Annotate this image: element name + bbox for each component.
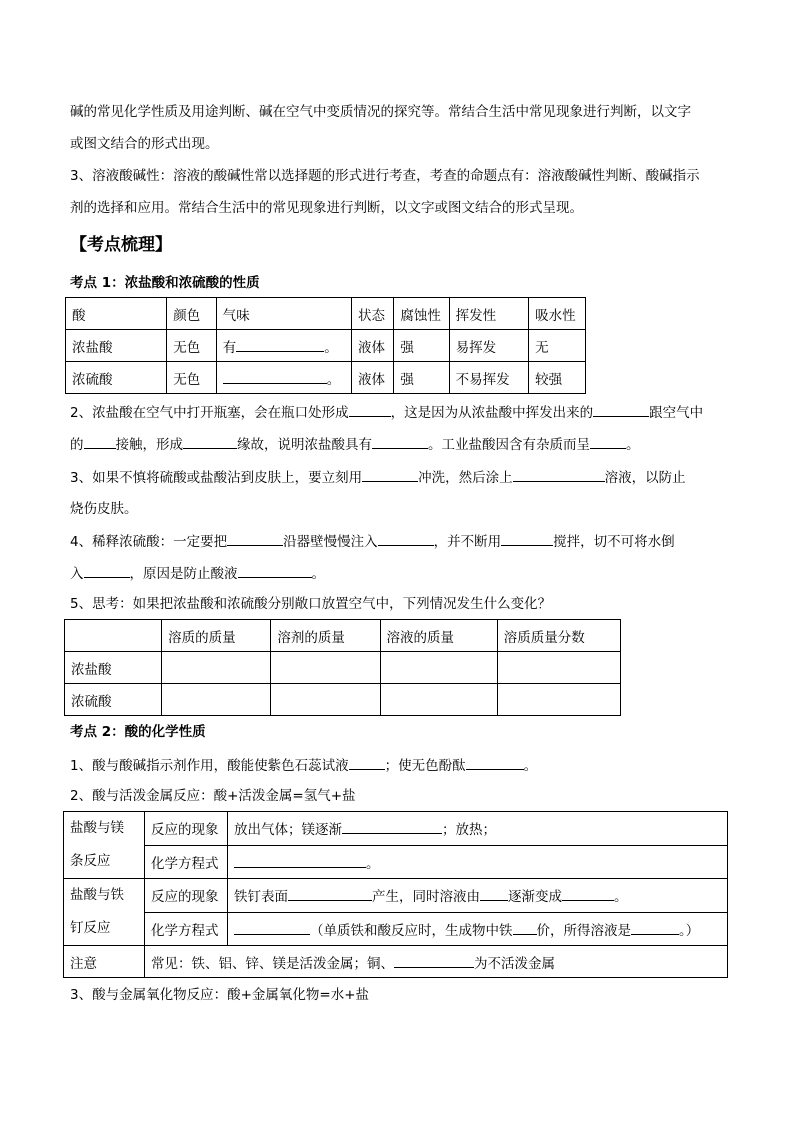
answer-cell[interactable] bbox=[497, 684, 620, 716]
fill-blank[interactable] bbox=[223, 369, 327, 384]
fill-blank[interactable] bbox=[590, 434, 626, 449]
table-row bbox=[64, 812, 728, 846]
answer-cell[interactable] bbox=[271, 652, 380, 684]
fe-label-a: 盐酸与铁 bbox=[70, 887, 124, 903]
acid-corrosive: 强 bbox=[394, 362, 449, 394]
q2-text-d: 的 bbox=[70, 437, 84, 453]
smell-suffix: 。 bbox=[324, 339, 338, 356]
table-row bbox=[64, 845, 728, 879]
q4-text-a: 4、稀释浓硫酸：一定要把 bbox=[70, 534, 228, 550]
acid-volatile: 易挥发 bbox=[449, 330, 529, 362]
q4-line-2 bbox=[70, 563, 325, 584]
mg-label-b: 条反应 bbox=[70, 853, 111, 869]
answer-cell[interactable] bbox=[162, 684, 271, 716]
answer-cell[interactable] bbox=[162, 652, 271, 684]
header-solvent-mass: 溶剂的质量 bbox=[271, 620, 380, 652]
q2-text-a: 2、浓盐酸在空气中打开瓶塞，会在瓶口处形成 bbox=[70, 405, 349, 421]
fill-blank[interactable] bbox=[349, 402, 391, 417]
fill-blank[interactable] bbox=[513, 467, 605, 482]
fill-blank[interactable] bbox=[84, 434, 116, 449]
point1-title: 考点 1：浓盐酸和浓硫酸的性质 bbox=[70, 275, 260, 291]
q4-text-b: 沿器壁慢慢注入 bbox=[283, 534, 378, 550]
note-text-a: 常见：铁、铝、锌、镁是活泼金属；铜、 bbox=[151, 955, 394, 972]
answer-cell[interactable] bbox=[380, 684, 497, 716]
fill-blank[interactable] bbox=[593, 402, 649, 417]
acid-smell bbox=[216, 330, 351, 362]
fill-blank[interactable] bbox=[466, 755, 524, 770]
fill-blank[interactable] bbox=[394, 953, 474, 968]
acid-absorb: 较强 bbox=[529, 362, 586, 394]
smell-suffix: 。 bbox=[326, 371, 341, 388]
mg-eq-b: 。 bbox=[366, 855, 380, 872]
p2-q1 bbox=[70, 755, 537, 776]
q2-text-h: 。 bbox=[626, 437, 640, 453]
header-corrosive: 腐蚀性 bbox=[394, 298, 449, 330]
point2-title: 考点 2：酸的化学性质 bbox=[70, 724, 206, 740]
fill-blank[interactable] bbox=[501, 531, 553, 546]
header-color: 颜色 bbox=[167, 298, 217, 330]
volatility-table bbox=[64, 619, 621, 716]
header-solution-mass: 溶液的质量 bbox=[380, 620, 497, 652]
table-row bbox=[64, 946, 728, 978]
fill-blank[interactable] bbox=[631, 920, 679, 935]
fill-blank[interactable] bbox=[480, 886, 508, 901]
p2-q1-text-b: ；使无色酚酞 bbox=[384, 758, 466, 774]
acid-state: 液体 bbox=[352, 362, 394, 394]
table-row bbox=[66, 362, 586, 394]
fe-label-b: 钉反应 bbox=[70, 920, 111, 936]
mg-phen-b: ；放热； bbox=[442, 822, 496, 839]
acid-color: 无色 bbox=[167, 362, 217, 394]
fe-label bbox=[64, 879, 145, 946]
equation-label: 化学方程式 bbox=[145, 912, 228, 946]
q5-text: 5、思考：如果把浓盐酸和浓硫酸分别敞口放置空气中，下列情况发生什么变化？ bbox=[70, 596, 552, 612]
table-row bbox=[65, 684, 621, 716]
fe-phen-b: 产生，同时溶液由 bbox=[372, 889, 480, 906]
table-row bbox=[66, 330, 586, 362]
mg-phen-a: 放出气体；镁逐渐 bbox=[234, 822, 342, 839]
fill-blank[interactable] bbox=[288, 886, 372, 901]
q3-line-1 bbox=[70, 467, 686, 488]
q4-text-g: 。 bbox=[311, 566, 325, 582]
q2-line-2 bbox=[70, 434, 640, 455]
q4-text-d: 搅拌，切不可将水倒 bbox=[553, 534, 675, 550]
fill-blank[interactable] bbox=[183, 434, 237, 449]
q3-text-c: 溶液，以防止 bbox=[604, 470, 686, 486]
fe-phenomenon bbox=[228, 879, 728, 913]
section-heading: 【考点梳理】 bbox=[70, 235, 172, 255]
header-absorb: 吸水性 bbox=[529, 298, 586, 330]
fe-eq-b: （单质铁和酸反应时，生成物中铁 bbox=[310, 922, 513, 939]
p2-q1-text-a: 1、酸与酸碱指示剂作用，酸能使紫色石蕊试液 bbox=[70, 758, 349, 774]
header-smell: 气味 bbox=[216, 298, 351, 330]
note-label: 注意 bbox=[64, 946, 145, 978]
acid-name: 浓硫酸 bbox=[66, 362, 167, 394]
intro-line-1: 碱的常见化学性质及用途判断、碱在空气中变质情况的探究等。常结合生活中常见现象进行判断，以文字 bbox=[70, 104, 691, 120]
row-label: 浓盐酸 bbox=[65, 652, 162, 684]
header-state: 状态 bbox=[352, 298, 394, 330]
q4-line-1 bbox=[70, 531, 675, 552]
table-header-row bbox=[66, 298, 586, 330]
q4-text-f: ，原因是防止酸液 bbox=[129, 566, 238, 582]
mg-equation bbox=[228, 845, 728, 879]
header-acid: 酸 bbox=[66, 298, 167, 330]
p2-q2: 2、酸与活泼金属反应：酸+活泼金属=氢气+盐 bbox=[70, 788, 356, 804]
header-mass-fraction: 溶质质量分数 bbox=[497, 620, 620, 652]
table-header-row bbox=[65, 620, 621, 652]
fill-blank[interactable] bbox=[227, 531, 283, 546]
fe-phen-a: 铁钉表面 bbox=[234, 889, 288, 906]
fill-blank[interactable] bbox=[238, 563, 312, 578]
table-row bbox=[65, 652, 621, 684]
fe-phen-d: 。 bbox=[614, 889, 628, 906]
acid-smell bbox=[216, 362, 351, 394]
table-row bbox=[64, 879, 728, 913]
q2-text-f: 缘故，说明浓盐酸具有 bbox=[237, 437, 372, 453]
answer-cell[interactable] bbox=[497, 652, 620, 684]
answer-cell[interactable] bbox=[380, 652, 497, 684]
fill-blank[interactable] bbox=[378, 531, 434, 546]
answer-cell[interactable] bbox=[271, 684, 380, 716]
q2-text-c: 跟空气中 bbox=[649, 405, 704, 421]
p2-q3: 3、酸与金属氧化物反应：酸+金属氧化物=水+盐 bbox=[70, 987, 370, 1003]
fill-blank[interactable] bbox=[234, 853, 366, 868]
fill-blank[interactable] bbox=[84, 563, 130, 578]
fe-eq-c: 价，所得溶液是 bbox=[536, 922, 631, 939]
fill-blank[interactable] bbox=[562, 886, 614, 901]
acid-color: 无色 bbox=[167, 330, 217, 362]
fill-blank[interactable] bbox=[513, 920, 537, 935]
mg-label bbox=[64, 812, 145, 879]
smell-prefix: 有 bbox=[222, 339, 237, 356]
q2-line-1 bbox=[70, 402, 703, 423]
fe-equation bbox=[228, 912, 728, 946]
equation-label: 化学方程式 bbox=[145, 845, 228, 879]
acid-volatile: 不易挥发 bbox=[449, 362, 529, 394]
q3-text-b: 冲洗，然后涂上 bbox=[418, 470, 513, 486]
note-text-b: 为不活泼金属 bbox=[474, 955, 555, 972]
fill-blank[interactable] bbox=[236, 337, 324, 352]
acid-corrosive: 强 bbox=[394, 330, 449, 362]
q2-text-g: 。工业盐酸因含有杂质而呈 bbox=[428, 437, 590, 453]
mg-label-a: 盐酸与镁 bbox=[70, 820, 124, 836]
q3-text-a: 3、如果不慎将硫酸或盐酸沾到皮肤上，要立刻用 bbox=[70, 470, 363, 486]
intro-line-4: 剂的选择和应用。常结合生活中的常见现象进行判断，以文字或图文结合的形式呈现。 bbox=[70, 200, 583, 216]
mg-phenomenon bbox=[228, 812, 728, 846]
table-row bbox=[64, 912, 728, 946]
phenomenon-label: 反应的现象 bbox=[145, 879, 228, 913]
acid-properties-table bbox=[65, 297, 586, 394]
p2-q1-text-c: 。 bbox=[523, 758, 538, 774]
header-empty bbox=[65, 620, 162, 652]
fill-blank[interactable] bbox=[349, 755, 385, 770]
q2-text-b: ，这是因为从浓盐酸中挥发出来的 bbox=[390, 405, 594, 421]
q4-text-c: ，并不断用 bbox=[433, 534, 502, 550]
acid-name: 浓盐酸 bbox=[66, 330, 167, 362]
q4-text-e: 入 bbox=[70, 566, 84, 582]
intro-line-2: 或图文结合的形式出现。 bbox=[70, 136, 219, 152]
note-content bbox=[145, 946, 728, 978]
fill-blank[interactable] bbox=[342, 819, 442, 834]
intro-line-3: 3、溶液酸碱性：溶液的酸碱性常以选择题的形式进行考查，考查的命题点有：溶液酸碱性判断、酸碱指示 bbox=[70, 168, 700, 184]
metal-reaction-table bbox=[63, 811, 728, 978]
header-volatile: 挥发性 bbox=[449, 298, 529, 330]
fill-blank[interactable] bbox=[372, 434, 428, 449]
fill-blank[interactable] bbox=[362, 467, 418, 482]
phenomenon-label: 反应的现象 bbox=[145, 812, 228, 846]
acid-state: 液体 bbox=[352, 330, 394, 362]
fe-eq-d: 。） bbox=[679, 922, 700, 939]
q2-text-e: 接触，形成 bbox=[115, 437, 183, 453]
fill-blank[interactable] bbox=[234, 920, 310, 935]
fe-phen-c: 逐渐变成 bbox=[508, 889, 562, 906]
row-label: 浓硫酸 bbox=[65, 684, 162, 716]
q3-line-2: 烧伤皮肤。 bbox=[70, 501, 138, 517]
acid-absorb: 无 bbox=[529, 330, 586, 362]
header-solute-mass: 溶质的质量 bbox=[162, 620, 271, 652]
